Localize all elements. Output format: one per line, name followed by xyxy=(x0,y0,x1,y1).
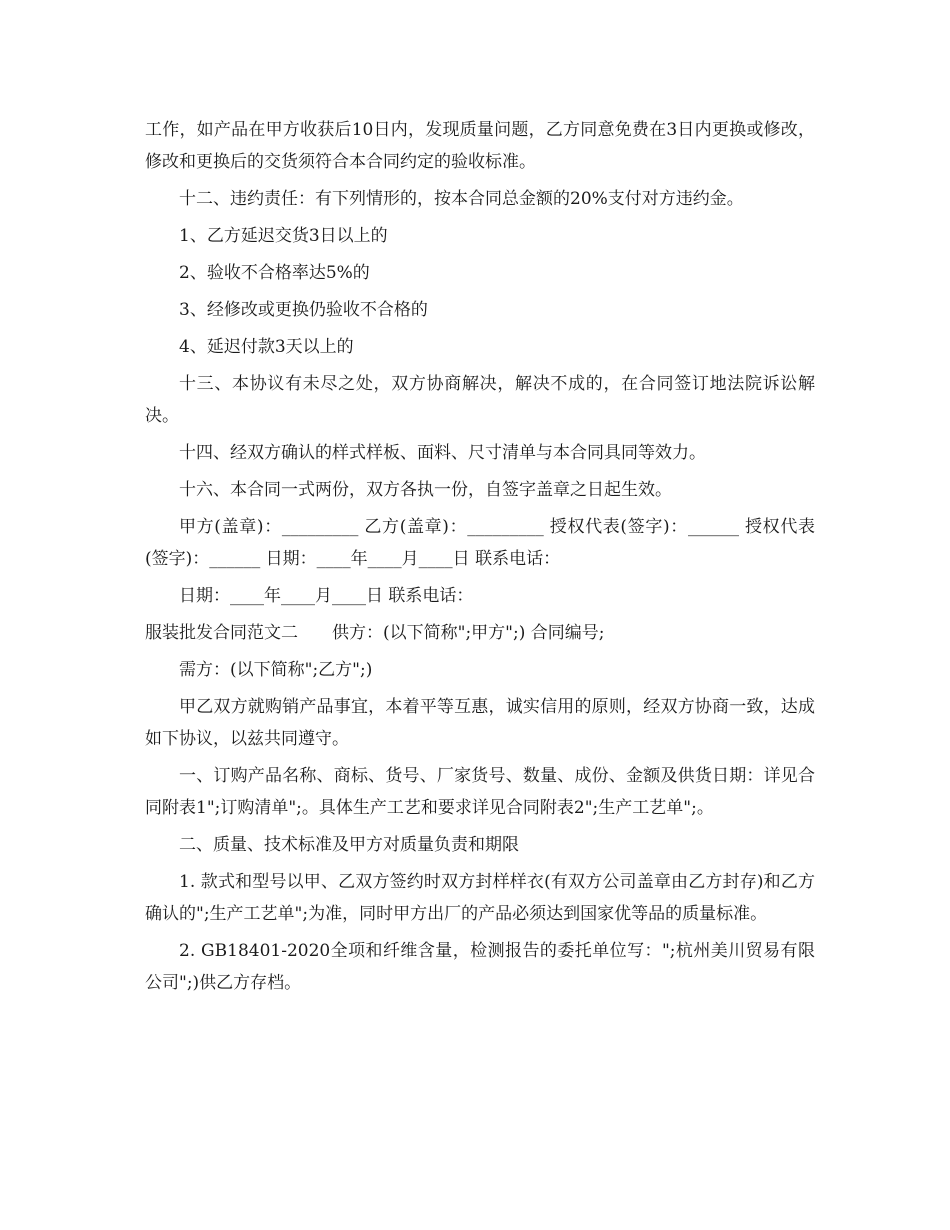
paragraph-buyer: 需方：(以下简称";乙方";) xyxy=(179,660,373,680)
paragraph-clause-12-item-2: 2、验收不合格率达5%的 xyxy=(179,263,370,283)
paragraph-preamble: 甲乙双方就购销产品事宜，本着平等互惠，诚实信用的原则，经双方协商一致，达成如下协议，以兹共同遵守。 xyxy=(145,697,815,749)
paragraph-article-2-item-1: 1. 款式和型号以甲、乙双方签约时双方封样样衣(有双方公司盖章由乙方封存)和乙方确认的";生产工艺单";为准，同时甲方出厂的产品必须达到国家优等品的质量标准。 xyxy=(145,872,815,924)
paragraph-clause-16: 十六、本合同一式两份，双方各执一份，自签字盖章之日起生效。 xyxy=(179,480,672,500)
paragraph-signatures: 甲方(盖章)：_________ 乙方(盖章)：_________ 授权代表(签字)：______ 授权代表(签字)：______ 日期：____年____月____日 联系电话： xyxy=(145,517,815,569)
document-body xyxy=(145,114,815,1004)
paragraph-1: 工作，如产品在甲方收获后10日内，发现质量问题，乙方同意免费在3日内更换或修改，修改和更换后的交货须符合本合同约定的验收标准。 xyxy=(145,120,815,172)
paragraph-article-1: 一、订购产品名称、商标、货号、厂家货号、数量、成份、金额及供货日期：详见合同附表1";订购清单";。具体生产工艺和要求详见合同附表2";生产工艺单";。 xyxy=(145,766,815,818)
paragraph-clause-14: 十四、经双方确认的样式样板、面料、尺寸清单与本合同具同等效力。 xyxy=(179,443,706,463)
paragraph-clause-12-item-3: 3、经修改或更换仍验收不合格的 xyxy=(179,300,428,320)
paragraph-article-2-item-2: 2. GB18401-2020全项和纤维含量，检测报告的委托单位写：";杭州美川贸易有限公司";)供乙方存档。 xyxy=(145,941,815,993)
paragraph-date-contact: 日期：____年____月____日 联系电话： xyxy=(179,586,474,606)
paragraph-clause-12-item-4: 4、延迟付款3天以上的 xyxy=(179,337,354,357)
paragraph-clause-12: 十二、违约责任：有下列情形的，按本合同总金额的20%支付对方违约金。 xyxy=(179,189,744,209)
paragraph-clause-12-item-1: 1、乙方延迟交货3日以上的 xyxy=(179,226,388,246)
paragraph-article-2: 二、质量、技术标准及甲方对质量负责和期限 xyxy=(179,835,519,855)
paragraph-clause-13: 十三、本协议有未尽之处，双方协商解决，解决不成的，在合同签订地法院诉讼解决。 xyxy=(145,374,815,426)
paragraph-contract-two-header: 服装批发合同范文二 供方：(以下简称";甲方";) 合同编号; xyxy=(145,623,605,643)
